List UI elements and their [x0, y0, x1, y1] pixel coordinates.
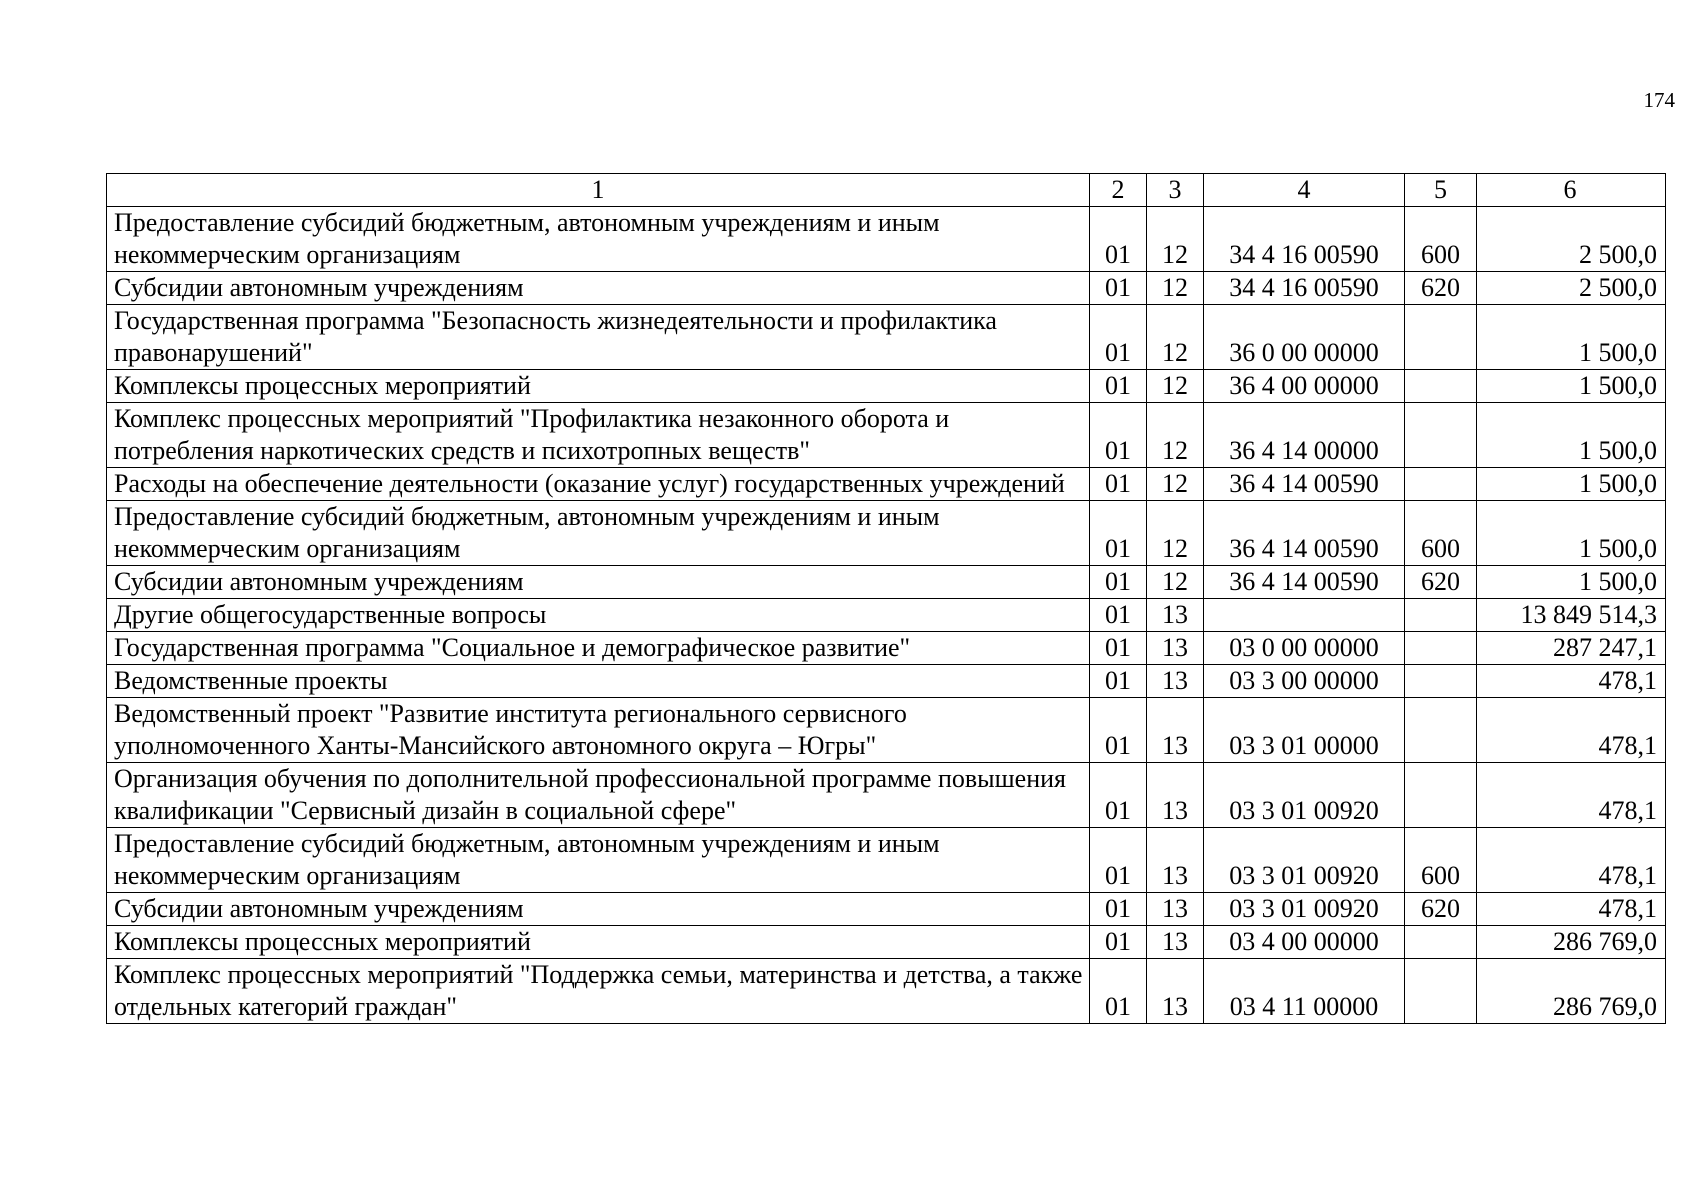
cell-amount: 1 500,0 — [1477, 370, 1666, 403]
cell-amount: 287 247,1 — [1477, 632, 1666, 665]
table-row — [107, 828, 1666, 893]
cell-expense-type — [1405, 403, 1477, 468]
cell-target-article: 03 4 00 00000 — [1204, 926, 1405, 959]
cell-amount: 1 500,0 — [1477, 566, 1666, 599]
cell-target-article: 03 3 01 00920 — [1204, 763, 1405, 828]
cell-subsection: 12 — [1147, 207, 1204, 272]
cell-subsection: 12 — [1147, 272, 1204, 305]
cell-section: 01 — [1090, 370, 1147, 403]
cell-amount: 13 849 514,3 — [1477, 599, 1666, 632]
cell-expense-type — [1405, 763, 1477, 828]
table-row — [107, 763, 1666, 828]
cell-target-article: 36 0 00 00000 — [1204, 305, 1405, 370]
cell-subsection: 13 — [1147, 698, 1204, 763]
cell-name: Государственная программа "Безопасность жизнедеятельности и профилактика правонарушений" — [107, 305, 1090, 370]
header-cell: 3 — [1147, 174, 1204, 207]
cell-name: Организация обучения по дополнительной профессиональной программе повышения квалификации "Сервисный дизайн в социальной сфере" — [107, 763, 1090, 828]
cell-subsection: 13 — [1147, 893, 1204, 926]
cell-target-article: 36 4 14 00590 — [1204, 566, 1405, 599]
cell-subsection: 12 — [1147, 501, 1204, 566]
cell-section: 01 — [1090, 599, 1147, 632]
cell-subsection: 13 — [1147, 959, 1204, 1024]
table-row — [107, 403, 1666, 468]
cell-name: Субсидии автономным учреждениям — [107, 893, 1090, 926]
cell-section: 01 — [1090, 665, 1147, 698]
cell-expense-type — [1405, 926, 1477, 959]
table-row — [107, 305, 1666, 370]
header-cell: 6 — [1477, 174, 1666, 207]
table-row — [107, 665, 1666, 698]
cell-name: Другие общегосударственные вопросы — [107, 599, 1090, 632]
cell-expense-type — [1405, 468, 1477, 501]
cell-name: Предоставление субсидий бюджетным, автономным учреждениям и иным некоммерческим организациям — [107, 828, 1090, 893]
cell-amount: 478,1 — [1477, 698, 1666, 763]
cell-name: Ведомственный проект "Развитие института регионального сервисного уполномоченного Ханты-Мансийского автономного округа – Югры" — [107, 698, 1090, 763]
header-cell: 2 — [1090, 174, 1147, 207]
cell-target-article: 36 4 14 00000 — [1204, 403, 1405, 468]
cell-amount: 1 500,0 — [1477, 305, 1666, 370]
cell-expense-type: 620 — [1405, 566, 1477, 599]
cell-name: Ведомственные проекты — [107, 665, 1090, 698]
cell-name: Комплексы процессных мероприятий — [107, 370, 1090, 403]
cell-amount: 1 500,0 — [1477, 501, 1666, 566]
cell-target-article: 36 4 14 00590 — [1204, 468, 1405, 501]
cell-subsection: 12 — [1147, 370, 1204, 403]
table-row — [107, 599, 1666, 632]
cell-name: Субсидии автономным учреждениям — [107, 566, 1090, 599]
cell-amount: 2 500,0 — [1477, 207, 1666, 272]
cell-target-article: 36 4 14 00590 — [1204, 501, 1405, 566]
cell-target-article: 03 3 00 00000 — [1204, 665, 1405, 698]
header-cell: 4 — [1204, 174, 1405, 207]
table-row — [107, 926, 1666, 959]
table-row — [107, 468, 1666, 501]
cell-section: 01 — [1090, 501, 1147, 566]
page-number: 174 — [1643, 88, 1675, 112]
table-row — [107, 370, 1666, 403]
cell-expense-type — [1405, 599, 1477, 632]
cell-target-article — [1204, 599, 1405, 632]
cell-amount: 2 500,0 — [1477, 272, 1666, 305]
cell-name: Комплекс процессных мероприятий "Поддержка семьи, материнства и детства, а также отдельных категорий граждан" — [107, 959, 1090, 1024]
cell-amount: 478,1 — [1477, 828, 1666, 893]
cell-amount: 478,1 — [1477, 763, 1666, 828]
cell-section: 01 — [1090, 305, 1147, 370]
cell-target-article: 36 4 00 00000 — [1204, 370, 1405, 403]
cell-target-article: 03 4 11 00000 — [1204, 959, 1405, 1024]
cell-section: 01 — [1090, 893, 1147, 926]
cell-subsection: 12 — [1147, 403, 1204, 468]
cell-expense-type — [1405, 665, 1477, 698]
cell-expense-type — [1405, 632, 1477, 665]
cell-section: 01 — [1090, 272, 1147, 305]
table-row — [107, 698, 1666, 763]
cell-amount: 286 769,0 — [1477, 959, 1666, 1024]
header-cell: 1 — [107, 174, 1090, 207]
cell-name: Комплекс процессных мероприятий "Профилактика незаконного оборота и потребления наркотических средств и психотропных веществ" — [107, 403, 1090, 468]
cell-name: Предоставление субсидий бюджетным, автономным учреждениям и иным некоммерческим организациям — [107, 501, 1090, 566]
cell-section: 01 — [1090, 207, 1147, 272]
table-row — [107, 566, 1666, 599]
cell-target-article: 34 4 16 00590 — [1204, 207, 1405, 272]
cell-subsection: 12 — [1147, 305, 1204, 370]
cell-target-article: 34 4 16 00590 — [1204, 272, 1405, 305]
table-body — [107, 174, 1666, 1024]
table-row — [107, 501, 1666, 566]
table-row — [107, 632, 1666, 665]
table-row — [107, 272, 1666, 305]
cell-subsection: 13 — [1147, 828, 1204, 893]
cell-section: 01 — [1090, 763, 1147, 828]
cell-section: 01 — [1090, 632, 1147, 665]
cell-name: Комплексы процессных мероприятий — [107, 926, 1090, 959]
cell-amount: 478,1 — [1477, 893, 1666, 926]
cell-name: Расходы на обеспечение деятельности (оказание услуг) государственных учреждений — [107, 468, 1090, 501]
cell-expense-type — [1405, 305, 1477, 370]
cell-expense-type: 600 — [1405, 828, 1477, 893]
cell-name: Государственная программа "Социальное и демографическое развитие" — [107, 632, 1090, 665]
cell-subsection: 13 — [1147, 763, 1204, 828]
cell-section: 01 — [1090, 403, 1147, 468]
cell-expense-type: 620 — [1405, 893, 1477, 926]
cell-amount: 286 769,0 — [1477, 926, 1666, 959]
cell-subsection: 13 — [1147, 665, 1204, 698]
cell-target-article: 03 3 01 00920 — [1204, 893, 1405, 926]
cell-target-article: 03 0 00 00000 — [1204, 632, 1405, 665]
table-row — [107, 959, 1666, 1024]
cell-expense-type — [1405, 698, 1477, 763]
cell-subsection: 13 — [1147, 632, 1204, 665]
cell-target-article: 03 3 01 00920 — [1204, 828, 1405, 893]
cell-expense-type — [1405, 370, 1477, 403]
cell-subsection: 13 — [1147, 599, 1204, 632]
cell-target-article: 03 3 01 00000 — [1204, 698, 1405, 763]
header-cell: 5 — [1405, 174, 1477, 207]
table-header-row — [107, 174, 1666, 207]
cell-section: 01 — [1090, 926, 1147, 959]
table-row — [107, 207, 1666, 272]
cell-amount: 1 500,0 — [1477, 468, 1666, 501]
cell-expense-type: 620 — [1405, 272, 1477, 305]
cell-subsection: 12 — [1147, 468, 1204, 501]
cell-subsection: 12 — [1147, 566, 1204, 599]
cell-expense-type — [1405, 959, 1477, 1024]
cell-name: Предоставление субсидий бюджетным, автономным учреждениям и иным некоммерческим организациям — [107, 207, 1090, 272]
cell-expense-type: 600 — [1405, 501, 1477, 566]
cell-amount: 1 500,0 — [1477, 403, 1666, 468]
cell-section: 01 — [1090, 698, 1147, 763]
cell-section: 01 — [1090, 959, 1147, 1024]
cell-section: 01 — [1090, 828, 1147, 893]
cell-section: 01 — [1090, 468, 1147, 501]
cell-amount: 478,1 — [1477, 665, 1666, 698]
cell-section: 01 — [1090, 566, 1147, 599]
table-row — [107, 893, 1666, 926]
cell-name: Субсидии автономным учреждениям — [107, 272, 1090, 305]
cell-expense-type: 600 — [1405, 207, 1477, 272]
cell-subsection: 13 — [1147, 926, 1204, 959]
budget-table — [106, 173, 1666, 1024]
